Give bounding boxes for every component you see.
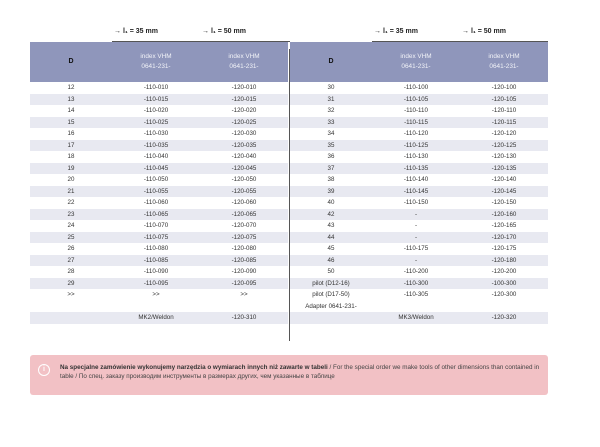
diameter-cell: 43 (327, 222, 335, 230)
right-l1-50-label: → l₁ = 50 mm (462, 28, 506, 35)
index-cell: -110-115 (372, 117, 460, 129)
diameter-cell: 29 (30, 278, 112, 290)
index-cell: -120-120 (491, 130, 517, 138)
index-cell: - (372, 232, 460, 244)
index-cell: -120-170 (460, 232, 548, 244)
diameter-cell: 45 (327, 245, 335, 253)
index-cell: - (372, 255, 460, 267)
index-cell: -110-065 (112, 209, 200, 221)
index-cell: -110-020 (143, 107, 169, 115)
diameter-cell: 32 (327, 107, 335, 115)
index-cell: -110-075 (112, 232, 200, 244)
table-row (290, 128, 548, 140)
index-cell: >> (152, 291, 160, 299)
index-cell: -120-050 (231, 176, 257, 184)
table-row (30, 186, 288, 198)
table-row (30, 232, 288, 244)
index-cell: -110-145 (372, 186, 460, 198)
diameter-cell: Adapter 0641-231- (305, 302, 357, 310)
index-cell: -120-010 (231, 84, 257, 92)
index-cell: -120-165 (491, 222, 517, 230)
table-row (30, 266, 288, 278)
index-cell: -120-130 (491, 153, 517, 161)
diameter-cell: 40 (327, 199, 335, 207)
index-cell: -120-070 (231, 222, 257, 230)
index-cell: -120-320 (460, 312, 548, 324)
index-cell: -110-050 (143, 176, 169, 184)
table-row (30, 197, 288, 209)
index-cell: -110-040 (143, 153, 169, 161)
diameter-cell: 44 (290, 232, 372, 244)
index-cell: -110-010 (143, 84, 169, 92)
index-cell: -120-310 (200, 312, 288, 324)
index-cell: -120-040 (231, 153, 257, 161)
table-row (30, 105, 288, 117)
diameter-cell: >> (67, 291, 75, 299)
diameter-cell: 13 (30, 94, 112, 106)
table-row (30, 174, 288, 186)
index-cell: -120-100 (491, 84, 517, 92)
left-index-header-50: index VHM 0641-231- (200, 42, 288, 82)
table-row (290, 301, 548, 313)
diameter-cell: 33 (290, 117, 372, 129)
table-row (290, 289, 548, 301)
table-row (290, 174, 548, 186)
table-row (290, 220, 548, 232)
diameter-cell: 37 (290, 163, 372, 175)
diameter-cell: 19 (30, 163, 112, 175)
table-row (30, 163, 288, 175)
index-cell (372, 301, 460, 313)
table-row (290, 117, 548, 129)
diameter-cell: 25 (30, 232, 112, 244)
diameter-cell: 20 (67, 176, 75, 184)
diameter-cell: 21 (30, 186, 112, 198)
notice-bold-text: Na specjalne zamówienie wykonujemy narzędzia o wymiarach innych niż zawarte w tabeli (60, 364, 328, 371)
index-cell: -120-105 (460, 94, 548, 106)
index-cell: -100-300 (460, 278, 548, 290)
diameter-cell: 18 (67, 153, 75, 161)
index-cell: -110-055 (112, 186, 200, 198)
index-cell: -120-080 (231, 245, 257, 253)
diameter-cell: 30 (327, 84, 335, 92)
left-d-header: D (30, 42, 112, 82)
index-cell: -110-095 (112, 278, 200, 290)
table-row (30, 128, 288, 140)
index-cell: -120-060 (231, 199, 257, 207)
index-cell: -110-035 (112, 140, 200, 152)
left-l1-35-label: → l₁ = 35 mm (114, 28, 158, 35)
index-cell: -120-150 (491, 199, 517, 207)
index-cell: -120-300 (491, 291, 517, 299)
notice-translation-text: / For the special order we make tools of other dimensions than contained in table / По спец. заказу производим инструменты в размерах других, чем указанные в таблице (60, 364, 540, 380)
index-cell: -120-075 (200, 232, 288, 244)
index-cell: -120-175 (491, 245, 517, 253)
index-cell: -110-150 (403, 199, 429, 207)
index-cell: -120-085 (200, 255, 288, 267)
index-cell: -110-070 (143, 222, 169, 230)
table-row (290, 255, 548, 267)
diameter-cell: 12 (67, 84, 75, 92)
diameter-cell: 23 (30, 209, 112, 221)
diameter-cell (30, 301, 112, 313)
diameter-cell: 26 (67, 245, 75, 253)
index-cell: -110-125 (372, 140, 460, 152)
index-cell: -120-140 (491, 176, 517, 184)
index-cell: -120-160 (460, 209, 548, 221)
index-cell (200, 301, 288, 313)
index-cell: -120-145 (460, 186, 548, 198)
index-cell: -110-085 (112, 255, 200, 267)
left-index-header-35: index VHM 0641-231- (112, 42, 200, 82)
table-row (290, 243, 548, 255)
index-cell: -110-305 (403, 291, 429, 299)
diameter-cell (30, 312, 112, 324)
index-cell: -110-140 (403, 176, 429, 184)
table-row (30, 140, 288, 152)
table-row (290, 186, 548, 198)
right-column-labels (290, 28, 548, 42)
index-cell: -110-090 (143, 268, 169, 276)
left-table (30, 42, 288, 324)
right-index-header-50: index VHM 0641-231- (460, 42, 548, 82)
right-d-header: D (290, 42, 372, 82)
table-row (30, 94, 288, 106)
index-cell: -120-125 (460, 140, 548, 152)
table-row (290, 266, 548, 278)
table-row (30, 151, 288, 163)
diameter-cell: 38 (327, 176, 335, 184)
index-cell: -110-030 (143, 130, 169, 138)
diameter-cell: 14 (67, 107, 75, 115)
table-row (290, 278, 548, 290)
index-cell: -120-065 (200, 209, 288, 221)
index-cell: -110-300 (372, 278, 460, 290)
index-cell: -110-100 (403, 84, 429, 92)
diameter-cell: 46 (290, 255, 372, 267)
index-cell: -110-135 (372, 163, 460, 175)
diameter-cell: 36 (327, 153, 335, 161)
table-row (30, 278, 288, 290)
table-row (290, 140, 548, 152)
table-row (30, 301, 288, 313)
diameter-cell: 27 (30, 255, 112, 267)
table-row (30, 209, 288, 221)
index-cell: -120-110 (491, 107, 517, 115)
table-divider (289, 49, 290, 341)
index-cell: -110-120 (403, 130, 429, 138)
index-cell: -110-200 (403, 268, 429, 276)
index-cell: MK2/Weldon (112, 312, 200, 324)
diameter-cell: 50 (327, 268, 335, 276)
diameter-cell: pilot (D17-50) (312, 291, 350, 299)
right-table (290, 42, 548, 324)
index-cell: -120-045 (200, 163, 288, 175)
notice-text (60, 363, 540, 381)
diameter-cell: 39 (290, 186, 372, 198)
index-cell: -120-055 (200, 186, 288, 198)
table-row (30, 117, 288, 129)
diameter-cell: 15 (30, 117, 112, 129)
index-cell: -120-115 (460, 117, 548, 129)
index-cell: -120-025 (200, 117, 288, 129)
index-cell (112, 301, 200, 313)
diameter-cell: pilot (D12-16) (290, 278, 372, 290)
index-cell: -120-200 (491, 268, 517, 276)
left-column-labels (30, 28, 290, 42)
table-row (290, 163, 548, 175)
index-cell: -110-025 (112, 117, 200, 129)
left-l1-50-label: → l₁ = 50 mm (202, 28, 246, 35)
table-row (290, 151, 548, 163)
table-row (290, 82, 548, 94)
diameter-cell: 31 (290, 94, 372, 106)
index-cell: -120-030 (231, 130, 257, 138)
diameter-cell: 24 (67, 222, 75, 230)
table-row (290, 105, 548, 117)
table-row (290, 232, 548, 244)
table-row (30, 220, 288, 232)
table-row (30, 312, 288, 324)
index-cell: -110-015 (112, 94, 200, 106)
right-index-header-35: index VHM 0641-231- (372, 42, 460, 82)
index-cell: - (372, 209, 460, 221)
right-l1-35-label: → l₁ = 35 mm (374, 28, 418, 35)
diameter-cell: 28 (67, 268, 75, 276)
index-cell: -110-105 (372, 94, 460, 106)
index-cell: -110-110 (404, 107, 428, 115)
diameter-cell: 22 (67, 199, 75, 207)
index-cell: -110-060 (143, 199, 169, 207)
index-cell: -120-020 (231, 107, 257, 115)
diameter-cell: 34 (327, 130, 335, 138)
index-cell: -110-045 (112, 163, 200, 175)
index-cell: -120-180 (460, 255, 548, 267)
diameter-cell: 17 (30, 140, 112, 152)
index-cell (460, 301, 548, 313)
diameter-cell: 35 (290, 140, 372, 152)
table-row (290, 312, 548, 324)
index-cell: -110-080 (143, 245, 169, 253)
index-cell: -120-090 (231, 268, 257, 276)
info-icon: i (38, 364, 50, 376)
special-order-notice (30, 355, 548, 395)
index-cell: -110-175 (403, 245, 429, 253)
diameter-cell: 16 (67, 130, 75, 138)
diameter-cell (290, 312, 372, 324)
index-cell: MK3/Weldon (372, 312, 460, 324)
table-row (30, 289, 288, 301)
index-cell: -120-015 (200, 94, 288, 106)
table-row (290, 197, 548, 209)
diameter-cell: 42 (290, 209, 372, 221)
index-cell: -120-135 (460, 163, 548, 175)
table-row (30, 255, 288, 267)
table-row (290, 209, 548, 221)
index-cell: -110-130 (403, 153, 429, 161)
index-cell: - (414, 222, 418, 230)
index-cell: >> (240, 291, 248, 299)
index-cell: -120-035 (200, 140, 288, 152)
table-row (30, 82, 288, 94)
table-row (290, 94, 548, 106)
index-cell: -120-095 (200, 278, 288, 290)
table-row (30, 243, 288, 255)
